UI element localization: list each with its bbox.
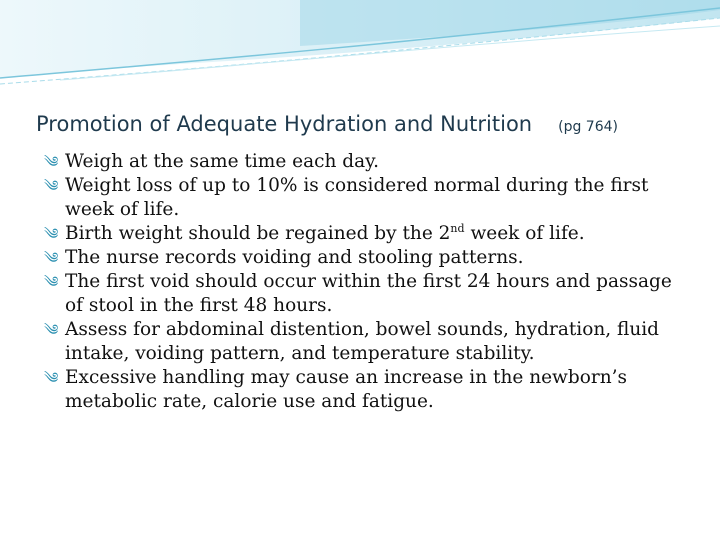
list-item <box>44 150 694 174</box>
wave-bullet-icon: ༄ <box>44 369 59 387</box>
ordinal-suffix: nd <box>450 221 465 235</box>
wave-bullet-icon: ༄ <box>44 249 59 267</box>
decorative-wave-banner <box>0 0 720 110</box>
bullet-text: Weigh at the same time each day. <box>65 151 380 172</box>
wave-bullet-icon: ༄ <box>44 321 59 339</box>
bullet-text-after: week of life. <box>464 223 585 244</box>
bullet-text-before: Birth weight should be regained by the 2 <box>65 223 451 244</box>
bullet-text: The nurse records voiding and stooling patterns. <box>65 247 524 268</box>
list-item <box>44 174 694 222</box>
wave-bullet-icon: ༄ <box>44 273 59 291</box>
bullet-text: Excessive handling may cause an increase in the newborn’s metabolic rate, calorie use and fatigue. <box>65 367 628 412</box>
wave-bullet-icon: ༄ <box>44 225 59 243</box>
list-item <box>44 318 694 366</box>
bullet-text: The first void should occur within the first 24 hours and passage of stool in the first 48 hours. <box>65 271 672 316</box>
bullet-list <box>44 150 694 414</box>
list-item <box>44 366 694 414</box>
page-reference: (pg 764) <box>558 119 618 135</box>
list-item <box>44 222 694 246</box>
wave-bullet-icon: ༄ <box>44 153 59 171</box>
list-item <box>44 246 694 270</box>
bullet-text: Weight loss of up to 10% is considered normal during the first week of life. <box>65 175 649 220</box>
wave-bullet-icon: ༄ <box>44 177 59 195</box>
bullet-text: Assess for abdominal distention, bowel sounds, hydration, fluid intake, voiding pattern, and temperature stability. <box>65 319 660 364</box>
slide-title <box>36 112 696 136</box>
slide-title-text: Promotion of Adequate Hydration and Nutrition <box>36 112 533 136</box>
list-item <box>44 270 694 318</box>
